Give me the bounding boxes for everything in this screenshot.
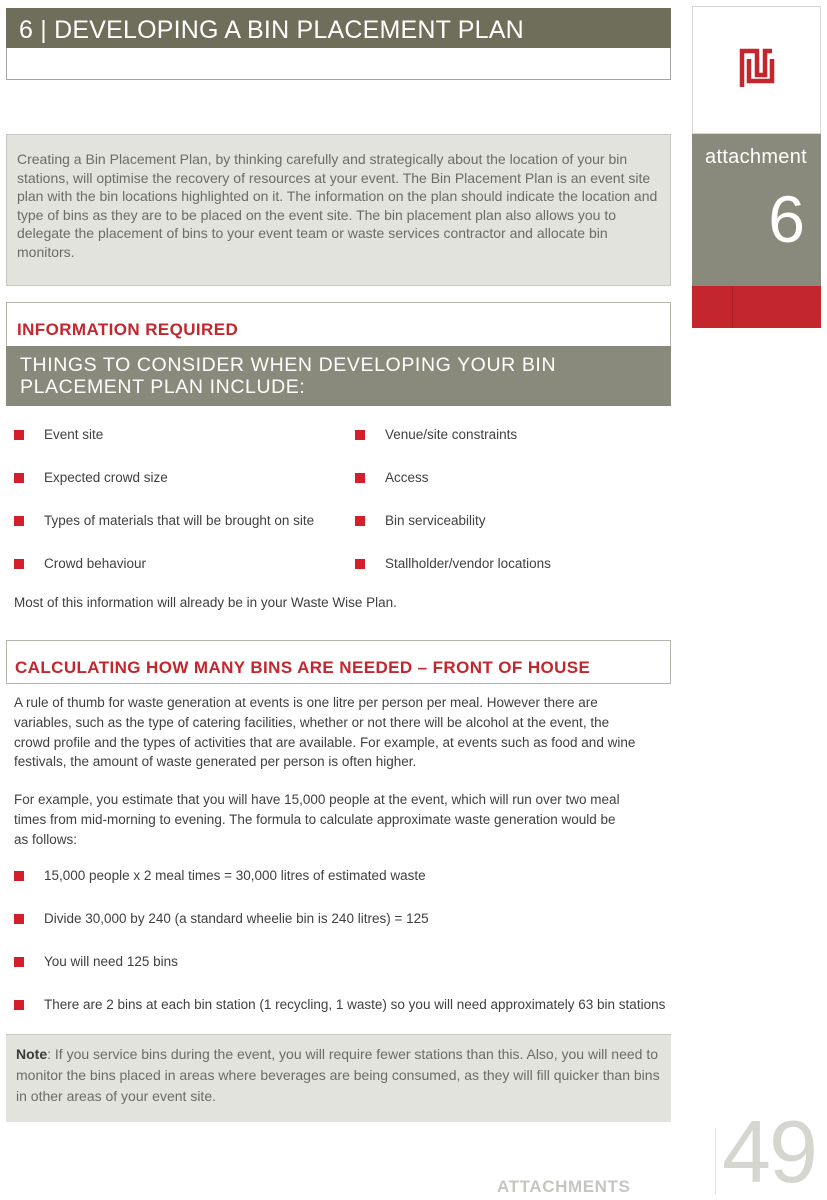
note-panel xyxy=(6,1034,671,1122)
title-underbox xyxy=(6,48,671,80)
attachment-number: 6 xyxy=(768,182,805,256)
calc-paragraph-1: A rule of thumb for waste generation at events is one litre per person per meal. However there are variables, such as the type of catering facilities, whether or not there will be alcohol at the event, the crowd profile and the types of activities that are available. For example, at events such as food and wine festivals, the amount of waste generated per person is often higher. xyxy=(14,695,636,770)
brand-logo-icon xyxy=(739,47,775,94)
note-label: Note xyxy=(16,1046,48,1062)
calc-section-header xyxy=(6,640,671,684)
bullet-square-icon xyxy=(14,559,24,569)
footer-section-label: ATTACHMENTS xyxy=(497,1177,631,1196)
bullet-square-icon xyxy=(14,914,24,924)
consider-line-2: PLACEMENT PLAN INCLUDE: xyxy=(20,376,306,398)
bullet-square-icon xyxy=(14,871,24,881)
bullet-square-icon xyxy=(355,559,365,569)
attachment-accent-bar xyxy=(692,286,821,328)
bullet-square-icon xyxy=(355,430,365,440)
intro-text: Creating a Bin Placement Plan, by thinking carefully and strategically about the location of your bin stations, will optimise the recovery of resources at your event. The Bin Placement Plan is an event site plan with the bin locations highlighted on it. The information on the plan should indicate the location and type of bins as they are to be placed on the event site. The bin placement plan also allows you to delegate the placement of bins to your event team or waste services contractor and allocate bin monitors. xyxy=(17,151,658,260)
bullet-square-icon xyxy=(14,957,24,967)
info-footnote: Most of this information will already be in your Waste Wise Plan. xyxy=(14,595,397,610)
bullet-square-icon xyxy=(14,1000,24,1010)
bullet-square-icon xyxy=(355,516,365,526)
info-heading: INFORMATION REQUIRED xyxy=(17,320,239,339)
consider-line-1: THINGS TO CONSIDER WHEN DEVELOPING YOUR BIN xyxy=(20,354,557,376)
bullet-square-icon xyxy=(355,473,365,483)
attachment-label: attachment xyxy=(705,146,807,168)
logo-panel xyxy=(692,6,821,134)
consider-banner xyxy=(6,346,671,406)
footer-divider xyxy=(715,1128,716,1194)
note-text xyxy=(16,1044,661,1107)
calc-heading: CALCULATING HOW MANY BINS ARE NEEDED – FRONT OF HOUSE xyxy=(15,658,591,677)
bullet-square-icon xyxy=(14,430,24,440)
bullet-square-icon xyxy=(14,516,24,526)
bullet-square-icon xyxy=(14,473,24,483)
calc-paragraph-2: For example, you estimate that you will have 15,000 people at the event, which will run over two meal times from mid-morning to evening. The formula to calculate approximate waste generation would be as follows: xyxy=(14,792,620,847)
intro-panel xyxy=(6,134,671,286)
page-title: 6 | DEVELOPING A BIN PLACEMENT PLAN xyxy=(6,8,671,48)
page-number: 49 xyxy=(722,1102,816,1200)
note-body: : If you service bins during the event, you will require fewer stations than this. Also, you will need to monitor the bins placed in areas where beverages are being consumed, as they will fill quicker than bins in other areas of your event site. xyxy=(16,1046,660,1104)
info-section-header xyxy=(6,302,671,346)
attachment-tab xyxy=(692,134,821,286)
